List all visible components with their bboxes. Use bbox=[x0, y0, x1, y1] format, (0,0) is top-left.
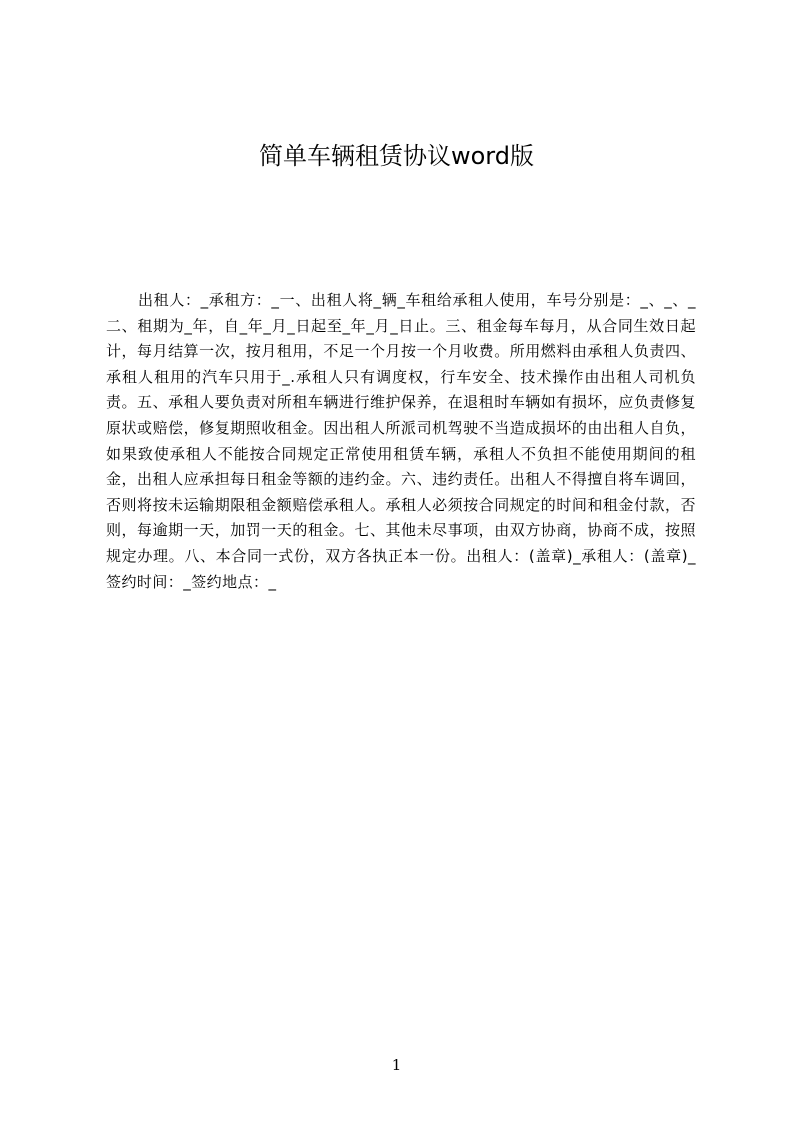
document-body-paragraph: 出租人：_承租方：_一、出租人将_辆_车租给承租人使用，车号分别是：_、_、_二、租期为_年，自_年_月_日起至_年_月_日止。三、租金每车每月，从合同生效日起计，每月结算一次，按月租用，不足一个月按一个月收费。所用燃料由承租人负责四、承租人租用的汽车只用于_.承租人只有调度权，行车安全、技术操作由出租人司机负责。五、承租人要负责对所租车辆进行维护保养，在退租时车辆如有损坏，应负责修复原状或赔偿，修复期照收租金。因出租人所派司机驾驶不当造成损坏的由出租人自负，如果致使承租人不能按合同规定正常使用租赁车辆，承租人不负担不能使用期间的租金，出租人应承担每日租金等额的违约金。六、违约责任。出租人不得擅自将车调回，否则将按未运输期限租金额赔偿承租人。承租人必须按合同规定的时间和租金付款，否则，每逾期一天，加罚一天的租金。七、其他未尽事项，由双方协商，协商不成，按照规定办理。八、本合同一式份，双方各执正本一份。出租人：(盖章)_承租人：(盖章)_签约时间：_签约地点：_ bbox=[106, 291, 696, 591]
document-title: 简单车辆租赁协议word版 bbox=[259, 142, 534, 170]
page-number: 1 bbox=[391, 1056, 402, 1074]
